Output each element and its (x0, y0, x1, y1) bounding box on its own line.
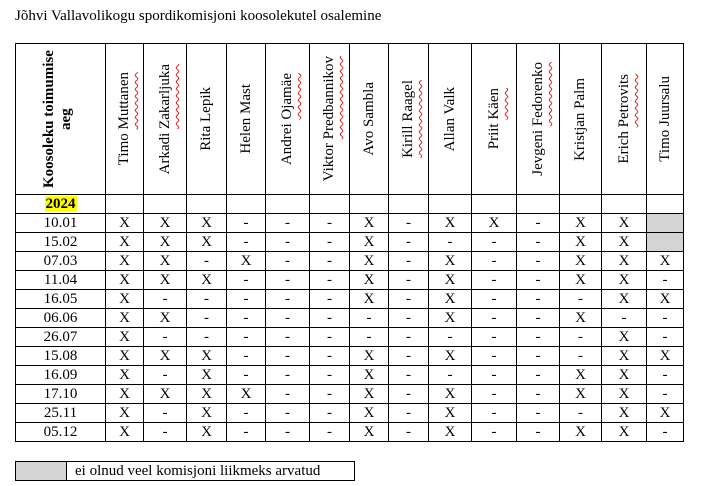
attendance-cell: - (429, 328, 472, 347)
table-row (16, 214, 684, 233)
attendance-cell: - (517, 290, 560, 309)
member-name: Helen Mast (237, 84, 254, 154)
meeting-date: 07.03 (16, 252, 106, 271)
attendance-cell: - (517, 347, 560, 366)
attendance-cell: - (266, 290, 310, 309)
table-row (16, 271, 684, 290)
attendance-cell: - (266, 423, 310, 442)
year-cell (16, 195, 106, 214)
attendance-cell: - (517, 309, 560, 328)
member-name: Avo Sambla (360, 82, 377, 156)
attendance-cell: X (187, 214, 227, 233)
table-row (16, 328, 684, 347)
attendance-cell: X (187, 233, 227, 252)
meeting-date: 26.07 (16, 328, 106, 347)
attendance-cell: X (602, 271, 647, 290)
attendance-cell: X (106, 271, 144, 290)
member-name: Erich Petrovits (615, 74, 632, 164)
attendance-cell: - (472, 328, 517, 347)
attendance-cell: - (310, 385, 350, 404)
attendance-cell (647, 233, 684, 252)
attendance-cell: - (227, 214, 266, 233)
attendance-cell: X (350, 233, 389, 252)
attendance-cell: - (310, 271, 350, 290)
attendance-cell: - (472, 423, 517, 442)
member-name: Priit Käen (485, 88, 502, 150)
attendance-cell: - (472, 290, 517, 309)
year-row-fill (647, 195, 684, 214)
attendance-cell: - (560, 290, 602, 309)
attendance-cell: - (647, 366, 684, 385)
attendance-cell: X (602, 366, 647, 385)
attendance-cell: X (106, 214, 144, 233)
attendance-cell: - (227, 366, 266, 385)
attendance-cell: - (472, 271, 517, 290)
attendance-cell: - (266, 252, 310, 271)
attendance-cell: - (310, 404, 350, 423)
attendance-cell: X (560, 366, 602, 385)
member-name: Viktor Predbannikov (321, 56, 337, 182)
attendance-cell: - (310, 233, 350, 252)
member-header (602, 44, 647, 195)
attendance-cell: X (602, 347, 647, 366)
attendance-cell: X (560, 309, 602, 328)
attendance-cell: - (472, 366, 517, 385)
attendance-cell: - (266, 214, 310, 233)
attendance-cell: - (389, 404, 429, 423)
member-name: Kristjan Palm (572, 77, 588, 161)
legend (15, 461, 355, 481)
member-header (350, 44, 389, 195)
table-row (16, 385, 684, 404)
attendance-cell: - (227, 328, 266, 347)
attendance-cell: - (266, 404, 310, 423)
attendance-cell: - (389, 347, 429, 366)
attendance-cell: - (187, 290, 227, 309)
member-header (310, 44, 350, 195)
attendance-cell: X (429, 271, 472, 290)
attendance-cell: X (602, 252, 647, 271)
attendance-cell: - (227, 271, 266, 290)
table-row (16, 423, 684, 442)
attendance-cell: X (187, 423, 227, 442)
year-row (16, 195, 684, 214)
attendance-cell: - (227, 290, 266, 309)
attendance-cell: - (647, 271, 684, 290)
attendance-cell: X (429, 423, 472, 442)
attendance-cell: X (106, 423, 144, 442)
member-header (227, 44, 266, 195)
attendance-cell: - (266, 328, 310, 347)
year-row-fill (187, 195, 227, 214)
year-row-fill (144, 195, 187, 214)
table-row (16, 309, 684, 328)
meeting-date: 17.10 (16, 385, 106, 404)
member-header (647, 44, 684, 195)
year-row-fill (106, 195, 144, 214)
attendance-cell: - (227, 309, 266, 328)
attendance-cell: - (266, 366, 310, 385)
member-name: Timo Juursalu (656, 76, 673, 162)
member-header (187, 44, 227, 195)
meeting-date: 10.01 (16, 214, 106, 233)
attendance-cell: X (350, 385, 389, 404)
attendance-cell: - (647, 385, 684, 404)
date-column-label: Koosoleku toimumise aeg (40, 50, 74, 188)
attendance-cell: X (429, 385, 472, 404)
attendance-cell: X (429, 347, 472, 366)
page-title: Jõhvi Vallavolikogu spordikomisjoni koosolekutel osalemine (15, 8, 382, 24)
attendance-cell: X (560, 385, 602, 404)
member-name: Timo Muttanen (116, 72, 132, 166)
attendance-cell: X (647, 290, 684, 309)
meeting-date: 16.09 (16, 366, 106, 385)
attendance-cell: - (517, 328, 560, 347)
attendance-cell: - (560, 347, 602, 366)
attendance-cell: - (517, 404, 560, 423)
attendance-cell: - (144, 366, 187, 385)
attendance-cell: X (602, 233, 647, 252)
year-row-fill (472, 195, 517, 214)
attendance-cell: - (187, 309, 227, 328)
attendance-cell: X (602, 290, 647, 309)
attendance-cell: - (472, 309, 517, 328)
table-row (16, 366, 684, 385)
attendance-cell: X (350, 404, 389, 423)
attendance-table (15, 43, 684, 442)
attendance-cell: - (647, 309, 684, 328)
attendance-cell: - (350, 328, 389, 347)
member-header (560, 44, 602, 195)
attendance-cell: - (266, 309, 310, 328)
member-header (517, 44, 560, 195)
meeting-date: 15.08 (16, 347, 106, 366)
attendance-cell: X (429, 290, 472, 309)
attendance-cell: - (144, 328, 187, 347)
meeting-date: 25.11 (16, 404, 106, 423)
attendance-cell: X (106, 233, 144, 252)
year-row-fill (310, 195, 350, 214)
table-row (16, 290, 684, 309)
attendance-cell: X (560, 423, 602, 442)
attendance-cell: X (227, 385, 266, 404)
attendance-cell: X (350, 366, 389, 385)
attendance-cell: - (144, 423, 187, 442)
attendance-cell: - (517, 385, 560, 404)
attendance-cell: - (266, 385, 310, 404)
attendance-cell: X (106, 252, 144, 271)
meeting-date: 06.06 (16, 309, 106, 328)
meeting-date: 11.04 (16, 271, 106, 290)
attendance-cell: - (310, 347, 350, 366)
attendance-cell: - (389, 328, 429, 347)
table-row (16, 233, 684, 252)
year-label: 2024 (45, 196, 76, 212)
attendance-cell: - (187, 252, 227, 271)
attendance-cell: - (266, 271, 310, 290)
attendance-cell: - (389, 423, 429, 442)
attendance-cell: - (472, 385, 517, 404)
year-row-fill (266, 195, 310, 214)
attendance-cell: X (350, 214, 389, 233)
attendance-cell: X (429, 309, 472, 328)
attendance-cell: X (350, 290, 389, 309)
attendance-cell: - (472, 252, 517, 271)
attendance-cell: X (227, 252, 266, 271)
attendance-cell: - (472, 233, 517, 252)
year-row-fill (602, 195, 647, 214)
attendance-cell: X (106, 347, 144, 366)
attendance-cell: - (602, 309, 647, 328)
attendance-cell: - (389, 385, 429, 404)
attendance-cell: X (187, 366, 227, 385)
member-name: Allan Valk (441, 86, 458, 152)
attendance-cell: - (310, 252, 350, 271)
attendance-cell: X (602, 423, 647, 442)
attendance-cell: - (429, 233, 472, 252)
year-row-fill (227, 195, 266, 214)
attendance-cell: X (106, 404, 144, 423)
attendance-cell: X (350, 252, 389, 271)
attendance-cell: - (472, 404, 517, 423)
attendance-cell: X (144, 233, 187, 252)
attendance-cell: - (517, 271, 560, 290)
attendance-cell: X (429, 214, 472, 233)
attendance-cell: X (647, 252, 684, 271)
member-name: Andrei Ojamäe (279, 72, 295, 166)
attendance-cell: - (389, 271, 429, 290)
attendance-cell: X (106, 328, 144, 347)
member-name: Rita Lepik (198, 87, 214, 151)
attendance-cell: X (187, 271, 227, 290)
year-row-fill (560, 195, 602, 214)
attendance-cell: - (389, 290, 429, 309)
attendance-cell: X (144, 347, 187, 366)
attendance-cell: X (472, 214, 517, 233)
attendance-cell: X (602, 385, 647, 404)
attendance-cell: - (429, 366, 472, 385)
attendance-cell: X (560, 214, 602, 233)
year-row-fill (350, 195, 389, 214)
attendance-cell: X (144, 214, 187, 233)
year-row-fill (517, 195, 560, 214)
meeting-date: 16.05 (16, 290, 106, 309)
attendance-cell: X (106, 366, 144, 385)
attendance-cell: - (517, 214, 560, 233)
attendance-cell: X (144, 385, 187, 404)
table-row (16, 347, 684, 366)
table-row (16, 252, 684, 271)
attendance-cell: - (310, 423, 350, 442)
attendance-cell: - (310, 214, 350, 233)
year-row-fill (389, 195, 429, 214)
attendance-cell: - (647, 423, 684, 442)
member-header (472, 44, 517, 195)
attendance-cell: - (560, 404, 602, 423)
attendance-cell: - (310, 309, 350, 328)
attendance-cell: X (144, 309, 187, 328)
attendance-cell: X (106, 309, 144, 328)
header-row (16, 44, 684, 195)
attendance-cell: - (227, 347, 266, 366)
attendance-cell: - (517, 423, 560, 442)
attendance-cell: - (310, 366, 350, 385)
attendance-cell: - (389, 252, 429, 271)
attendance-cell: X (106, 290, 144, 309)
member-header (266, 44, 310, 195)
attendance-cell: X (647, 347, 684, 366)
attendance-cell: - (517, 366, 560, 385)
member-header (144, 44, 187, 195)
legend-text: ei olnud veel komisjoni liikmeks arvatud (75, 463, 321, 479)
attendance-cell: - (227, 404, 266, 423)
year-row-fill (429, 195, 472, 214)
attendance-cell: - (144, 404, 187, 423)
attendance-cell: - (310, 290, 350, 309)
attendance-cell: X (602, 214, 647, 233)
attendance-cell: - (227, 233, 266, 252)
attendance-cell: - (389, 309, 429, 328)
meeting-date: 15.02 (16, 233, 106, 252)
table-row (16, 404, 684, 423)
attendance-cell: - (144, 290, 187, 309)
attendance-cell (647, 214, 684, 233)
attendance-cell: X (560, 252, 602, 271)
legend-swatch (16, 462, 67, 480)
attendance-cell: - (472, 347, 517, 366)
attendance-cell: - (187, 328, 227, 347)
member-header (429, 44, 472, 195)
attendance-cell: - (517, 233, 560, 252)
attendance-cell: - (517, 252, 560, 271)
attendance-cell: - (266, 347, 310, 366)
attendance-cell: X (187, 385, 227, 404)
attendance-cell: X (144, 252, 187, 271)
attendance-cell: X (350, 271, 389, 290)
attendance-cell: - (389, 214, 429, 233)
member-name: Kirill Raagel (400, 80, 416, 158)
attendance-cell: - (389, 366, 429, 385)
attendance-cell: X (350, 347, 389, 366)
attendance-cell: X (429, 252, 472, 271)
attendance-cell: X (560, 233, 602, 252)
member-name: Jevgeni Fedorenko (529, 62, 546, 176)
attendance-cell: X (602, 404, 647, 423)
member-header (106, 44, 144, 195)
attendance-cell: - (227, 423, 266, 442)
attendance-cell: - (350, 309, 389, 328)
attendance-cell: - (266, 233, 310, 252)
attendance-cell: X (429, 404, 472, 423)
attendance-cell: X (560, 271, 602, 290)
member-header (389, 44, 429, 195)
attendance-cell: X (647, 404, 684, 423)
attendance-cell: X (106, 385, 144, 404)
member-name: Arkadi Zakarljuka (156, 63, 173, 175)
attendance-cell: - (310, 328, 350, 347)
attendance-cell: X (144, 271, 187, 290)
attendance-cell: X (187, 347, 227, 366)
attendance-cell: X (350, 423, 389, 442)
attendance-cell: X (187, 404, 227, 423)
attendance-cell: - (560, 328, 602, 347)
attendance-cell: - (389, 233, 429, 252)
date-column-header (16, 44, 106, 195)
attendance-cell: X (602, 328, 647, 347)
attendance-cell: - (647, 328, 684, 347)
meeting-date: 05.12 (16, 423, 106, 442)
